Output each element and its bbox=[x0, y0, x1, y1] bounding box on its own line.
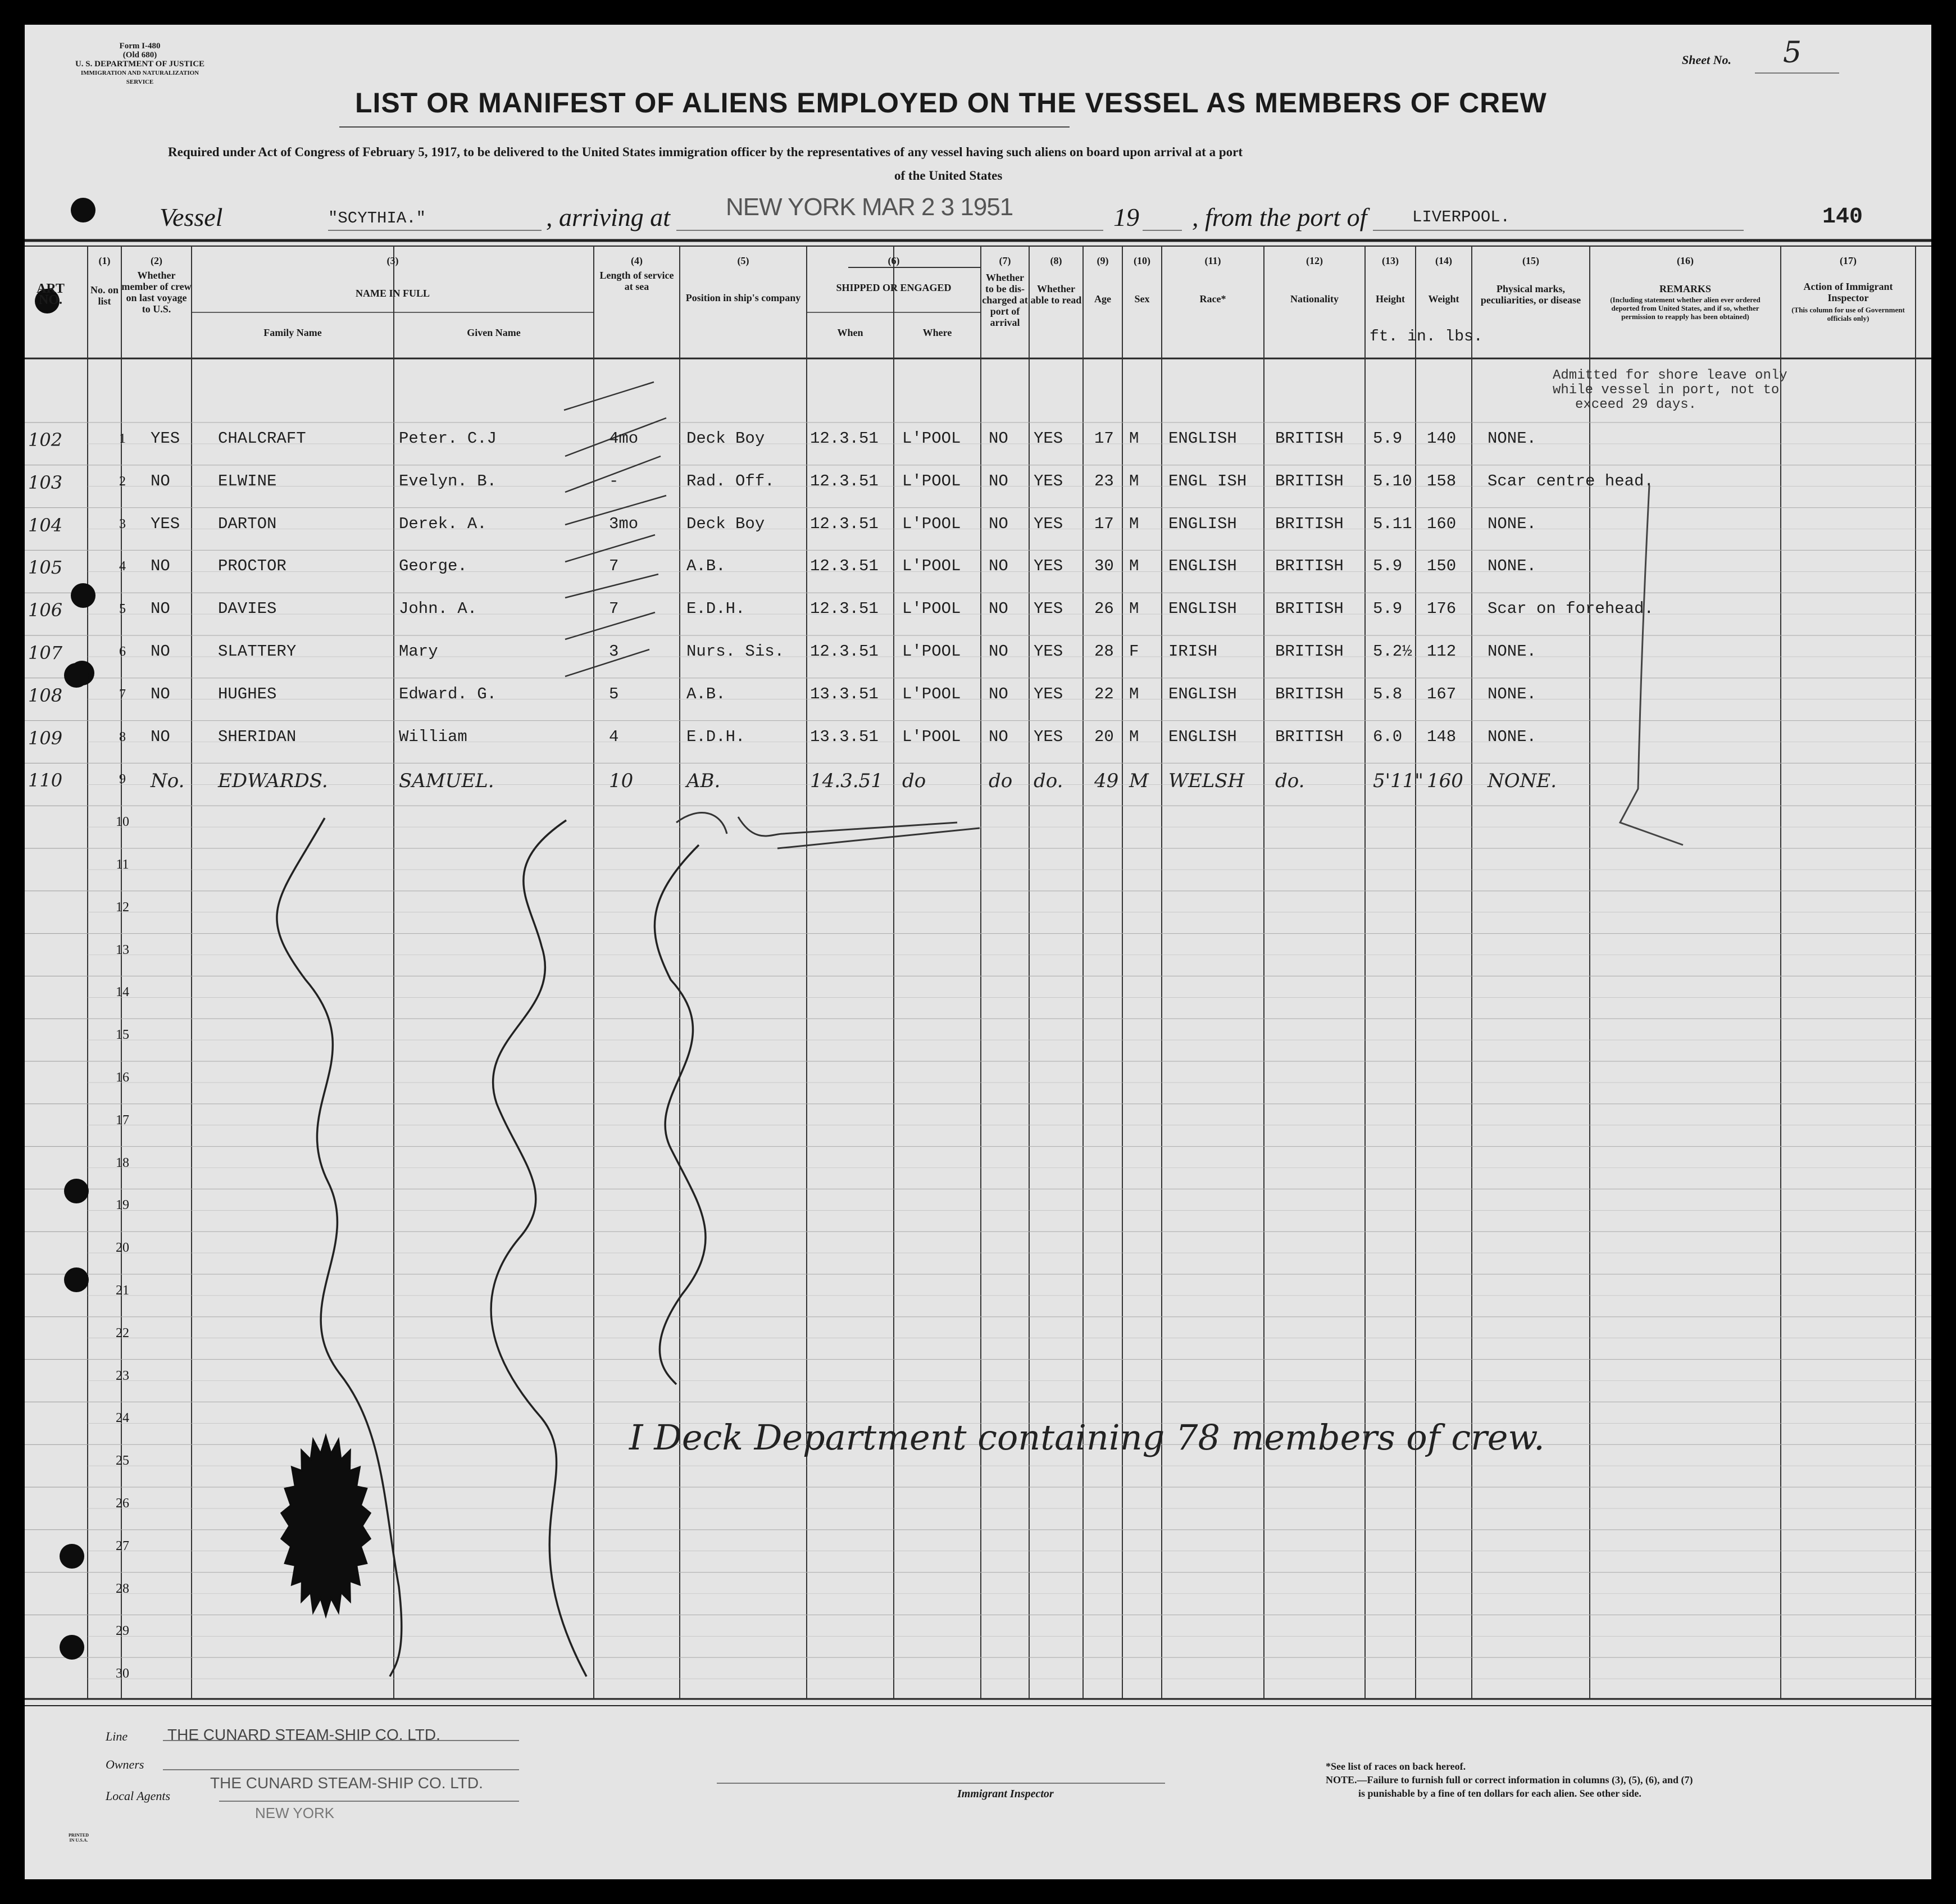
cell-marks: NONE. bbox=[1488, 642, 1537, 661]
col6a-header: When bbox=[837, 327, 863, 338]
col14-number: (14) bbox=[1435, 255, 1452, 266]
cell-sex: F bbox=[1129, 642, 1139, 661]
cell-family: PROCTOR bbox=[218, 557, 286, 576]
cell-age: 17 bbox=[1094, 514, 1114, 533]
col12-header: Nationality bbox=[1290, 293, 1339, 305]
cell-sex: M bbox=[1129, 557, 1139, 576]
cell-nat: BRITISH bbox=[1275, 727, 1344, 746]
col13-number: (13) bbox=[1382, 255, 1399, 266]
cell-marks: NONE. bbox=[1488, 514, 1537, 533]
cell-sex: M bbox=[1129, 770, 1149, 793]
row-number: 17 bbox=[116, 1112, 129, 1128]
cell-art: 102 bbox=[28, 429, 63, 451]
col5-header: Position in ship's company bbox=[685, 292, 801, 303]
cell-read: YES bbox=[1034, 557, 1063, 576]
cell-service: 7 bbox=[609, 599, 619, 619]
col16-note: (Including statement whether alien ever ordered deported from United States, and if so, whether permission to reapply has been obtained) bbox=[1610, 296, 1761, 321]
col16-number: (16) bbox=[1677, 255, 1694, 266]
cell-art: 106 bbox=[28, 599, 63, 621]
cell-art: 104 bbox=[28, 514, 63, 536]
cell-no: 5 bbox=[119, 602, 126, 617]
cell-where: L'POOL bbox=[902, 599, 961, 619]
col3b-header: Given Name bbox=[467, 327, 521, 338]
stamp-line-2: while vessel in port, not to bbox=[1553, 383, 1780, 398]
cell-family: DARTON bbox=[218, 514, 277, 533]
cell-service: 5 bbox=[609, 684, 619, 703]
cell-sex: M bbox=[1129, 684, 1139, 703]
col11-number: (11) bbox=[1204, 255, 1221, 266]
vessel-label: Vessel bbox=[160, 203, 223, 231]
col12-number: (12) bbox=[1306, 255, 1323, 266]
row-number: 30 bbox=[116, 1666, 129, 1682]
cell-given: SAMUEL. bbox=[399, 770, 494, 793]
footer-agents-city: NEW YORK bbox=[255, 1805, 335, 1821]
year-label: 19 bbox=[1113, 203, 1139, 231]
service-check-stroke bbox=[565, 649, 649, 676]
cell-race: ENGLISH bbox=[1168, 514, 1237, 533]
cell-no: 3 bbox=[119, 516, 126, 531]
cell-race: ENGL ISH bbox=[1168, 471, 1247, 490]
cell-prev: NO bbox=[151, 471, 170, 490]
cell-sex: M bbox=[1129, 727, 1139, 746]
cell-family: EDWARDS. bbox=[218, 770, 328, 793]
cell-position: A.B. bbox=[686, 557, 726, 576]
cell-read: YES bbox=[1034, 514, 1063, 533]
cell-position: E.D.H. bbox=[686, 599, 745, 619]
cell-no: 8 bbox=[119, 729, 126, 744]
col1-header: No. on list bbox=[90, 284, 119, 307]
cell-when: 12.3.51 bbox=[810, 429, 879, 448]
cell-height: 5.11 bbox=[1373, 514, 1412, 533]
port-name: LIVERPOOL. bbox=[1412, 208, 1511, 226]
service-check-stroke bbox=[565, 574, 658, 598]
cell-position: Deck Boy bbox=[686, 429, 765, 448]
col9-number: (9) bbox=[1097, 255, 1109, 266]
stamp-line-3: exceed 29 days. bbox=[1575, 397, 1697, 412]
form-old-number: (Old 680) bbox=[122, 51, 157, 60]
cell-family: SLATTERY bbox=[218, 642, 297, 661]
cell-read: do. bbox=[1034, 770, 1063, 793]
cell-height: 5.10 bbox=[1373, 471, 1412, 490]
cell-height: 5'11" bbox=[1373, 770, 1423, 793]
cell-race: ENGLISH bbox=[1168, 557, 1237, 576]
service: IMMIGRATION AND NATURALIZATION SERVICE bbox=[80, 70, 199, 85]
subtitle-line1: Required under Act of Congress of February 5, 1917, to be delivered to the United States immigration officer by the representatives of any vessel having such aliens on board upon arrival at a port bbox=[168, 145, 1243, 159]
row-number: 11 bbox=[116, 857, 129, 872]
cell-position: A.B. bbox=[686, 684, 726, 703]
cell-art: 103 bbox=[28, 471, 63, 493]
cancel-line-2 bbox=[491, 820, 586, 1676]
punch-hole bbox=[60, 1544, 84, 1569]
col8-header: Whether able to read bbox=[1030, 283, 1082, 306]
col3-header: NAME IN FULL bbox=[355, 288, 430, 299]
cell-where: L'POOL bbox=[902, 429, 961, 448]
cell-art: 110 bbox=[28, 770, 63, 792]
cell-race: ENGLISH bbox=[1168, 727, 1237, 746]
cell-nat: BRITISH bbox=[1275, 471, 1344, 490]
col17-note: (This column for use of Government officials only) bbox=[1791, 306, 1905, 322]
cell-height: 5.9 bbox=[1373, 429, 1403, 448]
cell-read: YES bbox=[1034, 471, 1063, 490]
cell-prev: NO bbox=[151, 684, 170, 703]
col8-number: (8) bbox=[1050, 255, 1062, 266]
arriving-label: , arriving at bbox=[546, 203, 671, 231]
cell-height: 5.9 bbox=[1373, 599, 1403, 619]
col7-header: Whether to be dis-charged at port of arrival bbox=[982, 272, 1028, 328]
cell-age: 26 bbox=[1094, 599, 1114, 619]
cell-when: 12.3.51 bbox=[810, 557, 879, 576]
cell-height: 5.2½ bbox=[1373, 642, 1412, 661]
height-weight-units: ft. in. lbs. bbox=[1370, 328, 1483, 346]
col1-number: (1) bbox=[98, 255, 111, 266]
row-number: 21 bbox=[116, 1283, 129, 1298]
shore-leave-stamp bbox=[1553, 369, 1787, 412]
col10-number: (10) bbox=[1134, 255, 1150, 266]
races-note: *See list of races on back hereof. bbox=[1326, 1761, 1466, 1772]
cell-disch: NO bbox=[989, 429, 1008, 448]
col17-header: Action of Immigrant Inspector bbox=[1803, 281, 1893, 303]
cell-given: Peter. C.J bbox=[399, 429, 497, 448]
cell-prev: NO bbox=[151, 642, 170, 661]
cell-service: 10 bbox=[609, 770, 634, 793]
row-number: 10 bbox=[116, 815, 129, 830]
cell-position: Nurs. Sis. bbox=[686, 642, 785, 661]
cell-when: 13.3.51 bbox=[810, 684, 879, 703]
row-number: 14 bbox=[116, 985, 129, 1000]
sheet-no-value: 5 bbox=[1783, 36, 1802, 70]
cell-prev: NO bbox=[151, 727, 170, 746]
inspector-signature-label: Immigrant Inspector bbox=[957, 1788, 1054, 1800]
cell-height: 5.9 bbox=[1373, 557, 1403, 576]
cell-read: YES bbox=[1034, 727, 1063, 746]
col14-header: Weight bbox=[1428, 293, 1459, 305]
cell-position: E.D.H. bbox=[686, 727, 745, 746]
cell-no: 2 bbox=[119, 474, 126, 489]
col15-header: Physical marks, peculiarities, or disease bbox=[1480, 283, 1581, 306]
cell-disch: NO bbox=[989, 727, 1008, 746]
cell-nat: BRITISH bbox=[1275, 684, 1344, 703]
cell-age: 23 bbox=[1094, 471, 1114, 490]
cell-disch: NO bbox=[989, 642, 1008, 661]
cell-service: - bbox=[609, 471, 619, 490]
cell-age: 49 bbox=[1094, 770, 1119, 793]
cell-race: IRISH bbox=[1168, 642, 1218, 661]
cell-race: ENGLISH bbox=[1168, 684, 1237, 703]
row-number: 25 bbox=[116, 1453, 129, 1469]
cell-read: YES bbox=[1034, 642, 1063, 661]
manifest-sheet bbox=[25, 25, 1931, 1879]
cell-position: Rad. Off. bbox=[686, 471, 775, 490]
cell-marks: Scar centre head. bbox=[1488, 471, 1654, 490]
cell-sex: M bbox=[1129, 514, 1139, 533]
punch-hole bbox=[71, 198, 95, 222]
cell-marks: NONE. bbox=[1488, 770, 1557, 793]
col2-number: (2) bbox=[151, 255, 162, 266]
cell-where: L'POOL bbox=[902, 557, 961, 576]
manifest-title: LIST OR MANIFEST OF ALIENS EMPLOYED ON THE VESSEL AS MEMBERS OF CREW bbox=[355, 87, 1547, 119]
col7-number: (7) bbox=[999, 255, 1011, 266]
col9-header: Age bbox=[1094, 293, 1111, 305]
punch-hole bbox=[64, 1179, 89, 1203]
col2-header: Whether member of crew on last voyage to U.S. bbox=[121, 270, 192, 315]
cell-sex: M bbox=[1129, 599, 1139, 619]
cell-age: 17 bbox=[1094, 429, 1114, 448]
printer-mark: PRINTED IN U.S.A. bbox=[68, 1833, 89, 1843]
from-port-label: , from the port of bbox=[1192, 203, 1367, 231]
form-number: Form I-480 bbox=[119, 42, 161, 51]
row-number: 24 bbox=[116, 1411, 129, 1426]
cell-position: AB. bbox=[686, 770, 721, 793]
cell-weight: 158 bbox=[1427, 471, 1457, 490]
cell-prev: No. bbox=[151, 770, 185, 793]
cell-disch: NO bbox=[989, 557, 1008, 576]
cell-given: Edward. G. bbox=[399, 684, 497, 703]
cell-nat: BRITISH bbox=[1275, 514, 1344, 533]
cell-height: 5.8 bbox=[1373, 684, 1403, 703]
row-number: 18 bbox=[116, 1155, 129, 1170]
inspector-initials bbox=[676, 813, 957, 836]
cell-marks: NONE. bbox=[1488, 429, 1537, 448]
cell-nat: BRITISH bbox=[1275, 599, 1344, 619]
footer-line-value: THE CUNARD STEAM-SHIP CO. LTD. bbox=[167, 1726, 440, 1743]
cell-where: L'POOL bbox=[902, 514, 961, 533]
art-no-header: ART NO. bbox=[37, 281, 65, 307]
cell-sex: M bbox=[1129, 471, 1139, 490]
col4-header: Length of service at sea bbox=[599, 270, 674, 292]
remarks-bracket bbox=[1620, 485, 1683, 845]
cell-prev: YES bbox=[151, 429, 180, 448]
cell-race: ENGLISH bbox=[1168, 599, 1237, 619]
cell-read: YES bbox=[1034, 599, 1063, 619]
cell-weight: 167 bbox=[1427, 684, 1457, 703]
department: U. S. DEPARTMENT OF JUSTICE bbox=[75, 60, 205, 69]
cell-weight: 112 bbox=[1427, 642, 1457, 661]
cell-where: do bbox=[902, 770, 926, 793]
row-number: 29 bbox=[116, 1624, 129, 1639]
cell-age: 22 bbox=[1094, 684, 1114, 703]
cell-art: 109 bbox=[28, 727, 63, 749]
arrival-date-stamp: NEW YORK MAR 2 3 1951 bbox=[726, 193, 1013, 221]
cell-no: 1 bbox=[119, 431, 126, 446]
row-number: 12 bbox=[116, 899, 129, 915]
cell-service: 3 bbox=[609, 642, 619, 661]
cell-weight: 160 bbox=[1427, 514, 1457, 533]
cell-when: 12.3.51 bbox=[810, 599, 879, 619]
footer-agents-label: Local Agents bbox=[106, 1789, 171, 1803]
cell-family: SHERIDAN bbox=[218, 727, 297, 746]
cell-age: 20 bbox=[1094, 727, 1114, 746]
cell-art: 108 bbox=[28, 684, 63, 706]
cell-family: CHALCRAFT bbox=[218, 429, 306, 448]
cell-age: 28 bbox=[1094, 642, 1114, 661]
cell-read: YES bbox=[1034, 684, 1063, 703]
cell-given: William bbox=[399, 727, 467, 746]
punch-hole bbox=[71, 583, 95, 608]
col13-header: Height bbox=[1376, 293, 1405, 305]
cell-position: Deck Boy bbox=[686, 514, 765, 533]
form-agency-block bbox=[70, 42, 210, 87]
cell-art: 105 bbox=[28, 557, 63, 579]
notary-seal bbox=[281, 1436, 370, 1616]
service-check-stroke bbox=[564, 382, 654, 410]
footer-owners-value: THE CUNARD STEAM-SHIP CO. LTD. bbox=[210, 1774, 483, 1792]
row-number: 26 bbox=[116, 1496, 129, 1511]
row-number: 13 bbox=[116, 942, 129, 957]
cell-weight: 140 bbox=[1427, 429, 1457, 448]
cell-when: 13.3.51 bbox=[810, 727, 879, 746]
cell-service: 7 bbox=[609, 557, 619, 576]
col3a-header: Family Name bbox=[263, 327, 322, 338]
sheet-no-label: Sheet No. bbox=[1682, 53, 1731, 67]
col10-header: Sex bbox=[1134, 293, 1150, 305]
row-number: 20 bbox=[116, 1240, 129, 1256]
cell-service: 4mo bbox=[609, 429, 639, 448]
col3-number: (3) bbox=[386, 255, 399, 266]
vessel-name: "SCYTHIA." bbox=[328, 209, 426, 228]
cell-marks: NONE. bbox=[1488, 684, 1537, 703]
punch-hole bbox=[64, 1267, 89, 1292]
cell-no: 9 bbox=[119, 772, 126, 787]
cell-marks: NONE. bbox=[1488, 727, 1537, 746]
cell-when: 12.3.51 bbox=[810, 471, 879, 490]
cell-race: WELSH bbox=[1168, 770, 1245, 793]
cell-when: 12.3.51 bbox=[810, 514, 879, 533]
row-number: 16 bbox=[116, 1070, 129, 1085]
footer-line-label: Line bbox=[106, 1729, 128, 1743]
cell-no: 7 bbox=[119, 687, 126, 702]
cell-weight: 160 bbox=[1427, 770, 1463, 793]
cell-where: L'POOL bbox=[902, 642, 961, 661]
cell-nat: BRITISH bbox=[1275, 429, 1344, 448]
cell-service: 4 bbox=[609, 727, 619, 746]
cell-prev: NO bbox=[151, 599, 170, 619]
cell-given: Mary bbox=[399, 642, 438, 661]
row-number: 22 bbox=[116, 1325, 129, 1340]
col4-number: (4) bbox=[631, 255, 643, 266]
col16-header: REMARKS bbox=[1659, 283, 1711, 294]
col17-number: (17) bbox=[1840, 255, 1857, 266]
cell-given: Derek. A. bbox=[399, 514, 487, 533]
cell-prev: YES bbox=[151, 514, 180, 533]
cell-given: John. A. bbox=[399, 599, 477, 619]
cell-height: 6.0 bbox=[1373, 727, 1403, 746]
cell-weight: 176 bbox=[1427, 599, 1457, 619]
cell-weight: 148 bbox=[1427, 727, 1457, 746]
cell-marks: Scar on forehead. bbox=[1488, 599, 1654, 619]
cell-when: 14.3.51 bbox=[810, 770, 883, 793]
row-number: 27 bbox=[116, 1538, 129, 1553]
cell-art: 107 bbox=[28, 642, 63, 664]
cell-given: Evelyn. B. bbox=[399, 471, 497, 490]
subtitle-line2: of the United States bbox=[894, 169, 1003, 183]
cell-marks: NONE. bbox=[1488, 557, 1537, 576]
cell-race: ENGLISH bbox=[1168, 429, 1237, 448]
col5-number: (5) bbox=[737, 255, 749, 266]
punch-hole bbox=[64, 663, 89, 688]
cell-nat: BRITISH bbox=[1275, 642, 1344, 661]
cell-service: 3mo bbox=[609, 514, 639, 533]
col11-header: Race* bbox=[1199, 293, 1226, 305]
cell-no: 4 bbox=[119, 559, 126, 574]
punch-hole bbox=[60, 1635, 84, 1660]
penalty-note-1: NOTE.—Failure to furnish full or correct information in columns (3), (5), (6), and (7) bbox=[1326, 1774, 1693, 1785]
cell-nat: BRITISH bbox=[1275, 557, 1344, 576]
stamp-line-1: Admitted for shore leave only bbox=[1553, 368, 1787, 383]
cell-where: L'POOL bbox=[902, 471, 961, 490]
col15-number: (15) bbox=[1522, 255, 1539, 266]
handwritten-department-note: I Deck Department containing 78 members of crew. bbox=[629, 1417, 1545, 1458]
penalty-note-2: is punishable by a fine of ten dollars for each alien. See other side. bbox=[1358, 1788, 1641, 1799]
cell-where: L'POOL bbox=[902, 684, 961, 703]
cell-where: L'POOL bbox=[902, 727, 961, 746]
col6-header: SHIPPED OR ENGAGED bbox=[836, 282, 952, 293]
cell-disch: NO bbox=[989, 514, 1008, 533]
cell-read: YES bbox=[1034, 429, 1063, 448]
cell-weight: 150 bbox=[1427, 557, 1457, 576]
cell-prev: NO bbox=[151, 557, 170, 576]
cell-family: ELWINE bbox=[218, 471, 277, 490]
row-number: 15 bbox=[116, 1028, 129, 1043]
row-number: 19 bbox=[116, 1198, 129, 1213]
row-number: 28 bbox=[116, 1581, 129, 1596]
row-number: 23 bbox=[116, 1368, 129, 1383]
cell-disch: NO bbox=[989, 471, 1008, 490]
cell-disch: NO bbox=[989, 684, 1008, 703]
col6-number: (6) bbox=[888, 255, 900, 266]
cell-family: HUGHES bbox=[218, 684, 277, 703]
cell-given: George. bbox=[399, 557, 467, 576]
page-number: 140 bbox=[1822, 205, 1863, 230]
inspector-initials-underline bbox=[777, 828, 980, 848]
cell-family: DAVIES bbox=[218, 599, 277, 619]
cell-no: 6 bbox=[119, 644, 126, 659]
footer-owners-label: Owners bbox=[106, 1757, 144, 1771]
cell-when: 12.3.51 bbox=[810, 642, 879, 661]
cell-age: 30 bbox=[1094, 557, 1114, 576]
col6b-header: Where bbox=[922, 327, 952, 338]
cell-sex: M bbox=[1129, 429, 1139, 448]
cell-disch: do bbox=[989, 770, 1013, 793]
cell-nat: do. bbox=[1275, 770, 1305, 793]
cell-disch: NO bbox=[989, 599, 1008, 619]
